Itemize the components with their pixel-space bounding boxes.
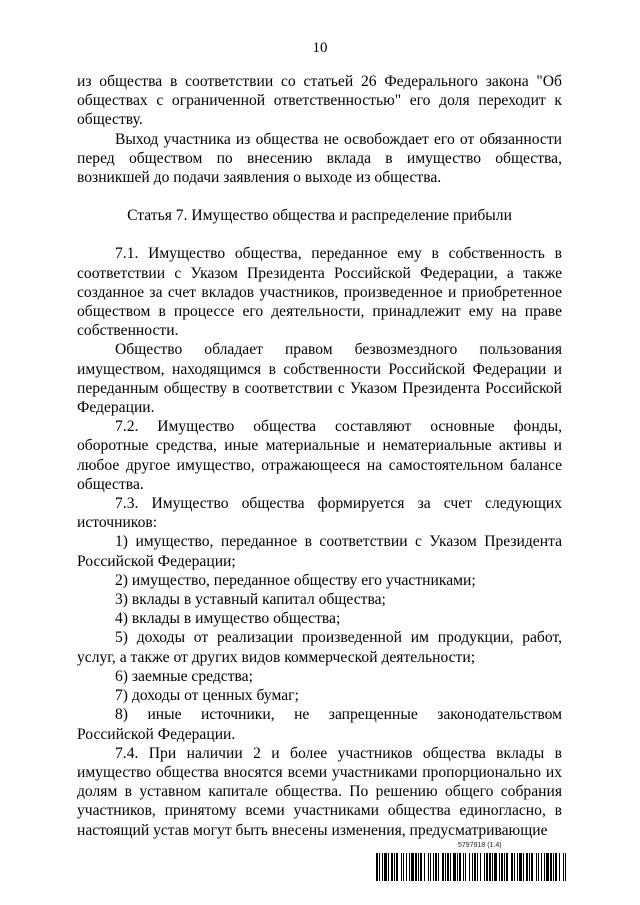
list-item: 8) иные источники, не запрещенные законодательством Российской Федерации. [77,706,562,743]
list-item: 2) имущество, переданное обществу его участниками; [115,571,476,589]
list-item: 1) имущество, переданное в соответствии с Указом Президента Российской Федерации; [77,533,562,570]
list-item: 3) вклады в уставный капитал общества; [115,591,386,609]
document-code: 5797918 (1.4) [458,842,502,849]
page-number: 10 [312,40,328,56]
barcode-icon [376,853,566,881]
paragraph-continuation: из общества в соответствии со статьей 26 Федерального закона "Об обществах с ограниченной ответственностью" его доля переходит к обществу. [77,73,562,129]
paragraph-7-2: 7.2. Имущество общества составляют основные фонды, оборотные средства, иные материальные и нематериальные активы и любое другое имущество, отражающееся на самостоятельном балансе общества. [77,418,562,493]
paragraph-withdrawal-obligation: Выход участника из общества не освобождает его от обязанности перед обществом по внесению вклада в имущество общества, возникшей до подачи заявления о выходе из общества. [77,130,562,187]
document-body [77,72,562,840]
article-heading: Статья 7. Имущество общества и распределение прибыли [127,207,512,225]
paragraph-7-4: 7.4. При наличии 2 и более участников общества вклады в имущество общества вносятся всеми участниками пропорционально их долям в уставном капитале общества. По решению общего собрания участников, принятому всеми участниками общества единогласно, в настоящий устав могут быть внесены изменения, предусматривающие [77,744,562,839]
list-item: 4) вклады в имущество общества; [115,610,341,628]
paragraph-7-3: 7.3. Имущество общества формируется за счет следующих источников: [77,495,562,532]
paragraph-7-1-usage-right: Общество обладает правом безвозмездного пользования имуществом, находящимся в собственности Российской Федерации и переданным обществу в соответствии с Указом Президента Российской Федерации. [77,341,562,417]
list-item: 6) заемные средства; [115,667,253,685]
paragraph-7-1: 7.1. Имущество общества, переданное ему в собственность в соответствии с Указом Президента Российской Федерации, а также созданное за счет вкладов участников, произведенное и приобретенное обществом в процессе его деятельности, принадлежит ему на праве собственности. [77,245,562,340]
sources-list [77,532,562,743]
list-item: 5) доходы от реализации произведенной им продукции, работ, услуг, а также от других видов коммерческой деятельности; [77,629,562,666]
list-item: 7) доходы от ценных бумаг; [115,687,299,705]
